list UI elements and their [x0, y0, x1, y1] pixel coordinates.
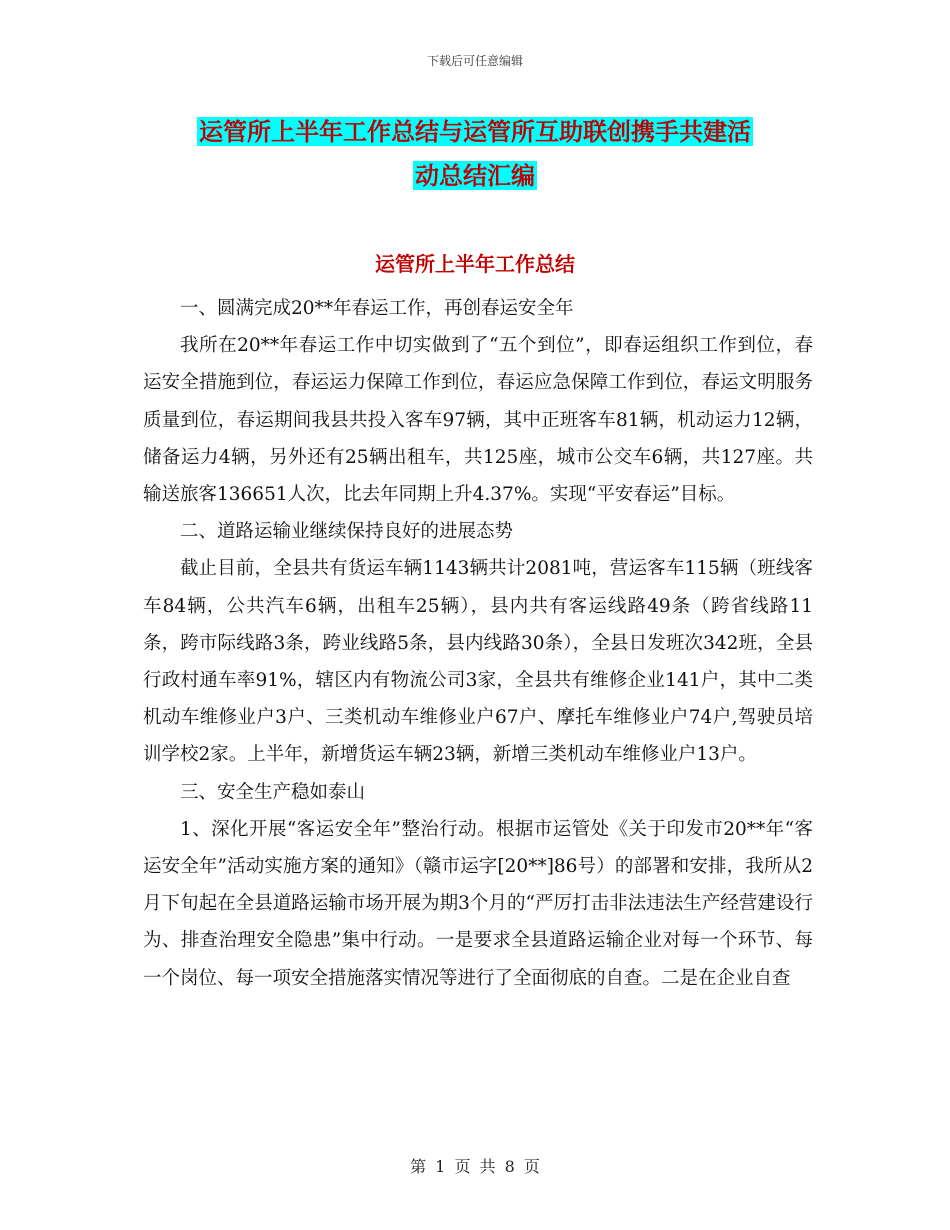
heading-2: 二、道路运输业继续保持良好的进展态势	[180, 521, 514, 543]
document-title-line-1: 运管所上半年工作总结与运管所互助联创携手共建活	[199, 117, 751, 146]
body-paragraph-2: 截止目前，全县共有货运车辆1143辆共计2081吨，营运客车115辆（班线客车84辆，公共汽车6辆，出租车25辆），县内共有客运线路49条（跨省线路11条，跨市际线路3条，跨业线路5条，县内线路30条），全县日发班次342班，全县行政村通车率91%，辖区内有物流公司3家，全县共有维修企业141户，其中二类机动车维修业户3户、三类机动车维修业户67户、摩托车维修业户74户,驾驶员培训学校2家。上半年，新增货运车辆23辆，新增三类机动车维修业户13户。	[143, 558, 813, 766]
heading-1: 一、圆满完成20**年春运工作，再创春运安全年	[180, 298, 574, 319]
document-title-line-2: 动总结汇编	[415, 161, 535, 190]
document-body	[143, 290, 813, 997]
heading-3: 三、安全生产稳如泰山	[180, 781, 366, 803]
body-paragraph-1: 我所在20**年春运工作中切实做到了“五个到位”，即春运组织工作到位，春运安全措施到位，春运运力保障工作到位，春运应急保障工作到位，春运文明服务质量到位，春运期间我县共投入客车97辆，其中正班客车81辆，机动运力12辆，储备运力4辆，另外还有25辆出租车，共125座，城市公交车6辆，共127座。共输送旅客136651人次，比去年同期上升4.37%。实现“平安春运”目标。	[143, 335, 813, 506]
document-title	[120, 110, 830, 198]
section-title: 运管所上半年工作总结	[375, 252, 575, 276]
body-paragraph-3: 1、深化开展“客运安全年”整治行动。根据市运管处《关于印发市20**年“客运安全年”活动实施方案的通知》（赣市运字[20**]86号）的部署和安排，我所从2月下旬起在全县道路运输市场开展为期3个月的“严厉打击非法违法生产经营建设行为、排查治理安全隐患”集中行动。一是要求全县道路运输企业对每一个环节、每一个岗位、每一项安全措施落实情况等进行了全面彻底的自查。二是在企业自查	[143, 818, 813, 989]
page-header-note: 下载后可任意编辑	[426, 54, 523, 68]
page-number: 第 1 页 共 8 页	[410, 1157, 540, 1176]
